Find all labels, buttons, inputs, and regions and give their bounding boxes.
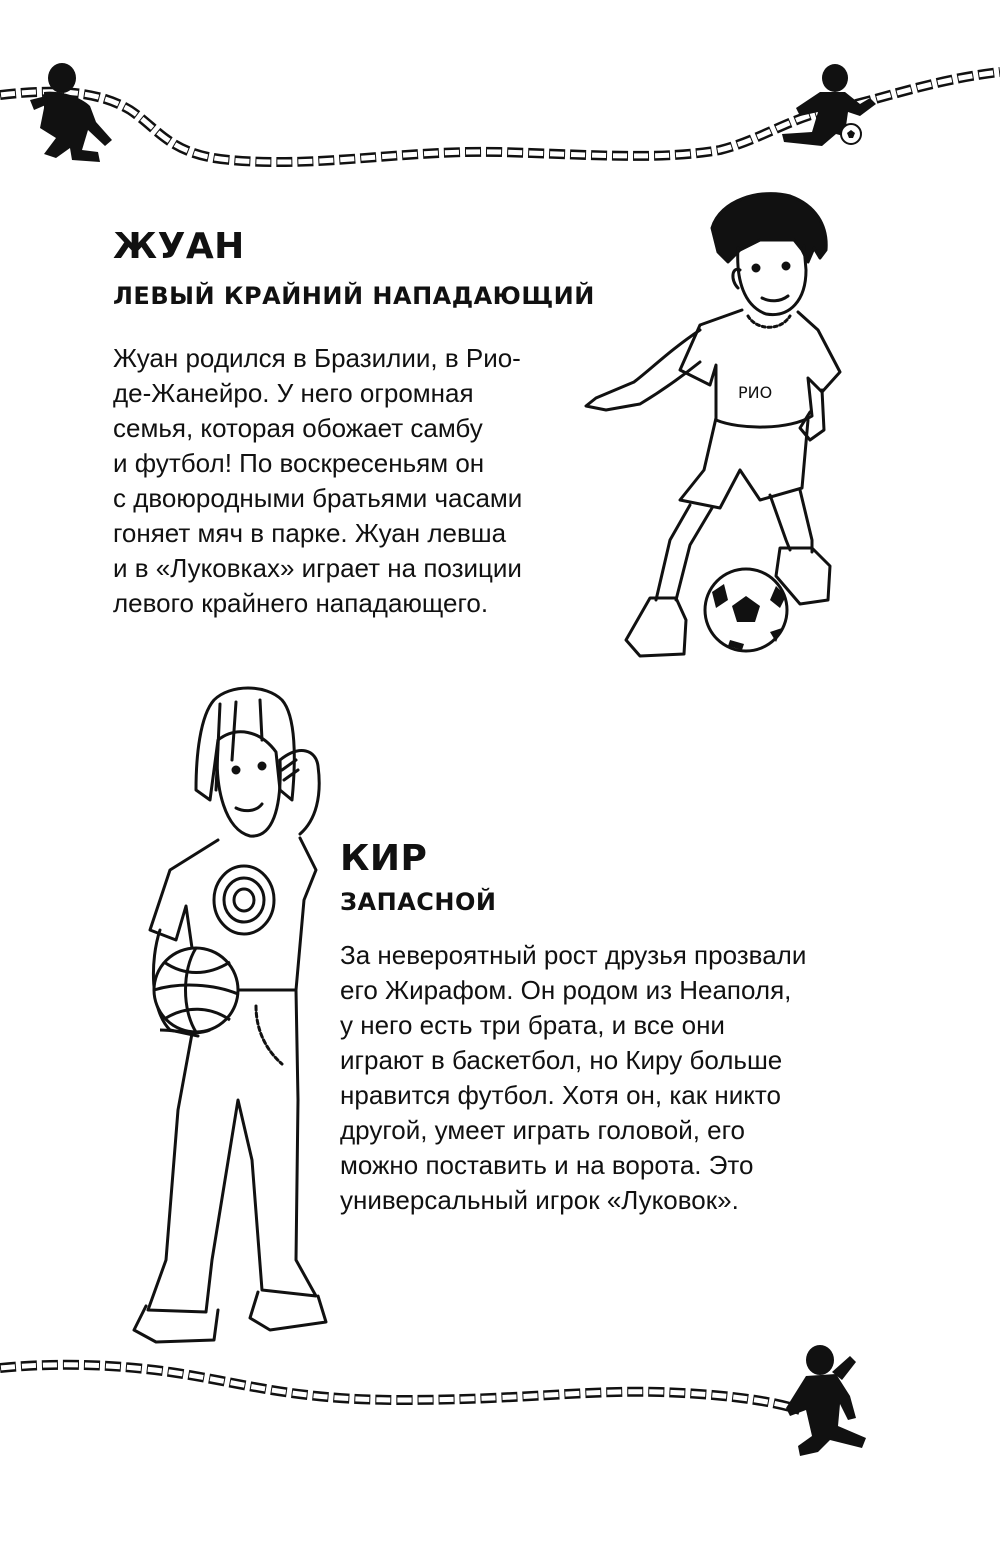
silhouette-runner-icon xyxy=(30,63,112,162)
shirt-text: РИО xyxy=(738,383,773,402)
description-line: За невероятный рост друзья прозвали xyxy=(340,940,807,970)
description-line: де-Жанейро. У него огромная xyxy=(113,378,474,408)
description-line: и футбол! По воскресеньям он xyxy=(113,448,485,478)
description-line: и в «Луковках» играет на позиции xyxy=(113,553,522,583)
basketball-icon xyxy=(154,948,238,1032)
description-line: семья, которая обожает самбу xyxy=(113,413,483,443)
description-line: гоняет мяч в парке. Жуан левша xyxy=(113,518,507,548)
player-name: ЖУАН xyxy=(113,226,245,267)
description-line: с двоюродными братьями часами xyxy=(113,483,523,513)
football-icon xyxy=(705,569,787,651)
silhouette-runner-icon xyxy=(786,1345,866,1456)
description-line: нравится футбол. Хотя он, как никто xyxy=(340,1080,781,1110)
player-position: ЗАПАСНОЙ xyxy=(340,888,497,916)
player-description xyxy=(113,341,522,621)
description-line: можно поставить и на ворота. Это xyxy=(340,1150,754,1180)
description-line: у него есть три брата, и все они xyxy=(340,1010,725,1040)
description-line: универсальный игрок «Луковок». xyxy=(340,1185,739,1215)
description-line: левого крайнего нападающего. xyxy=(113,588,489,618)
dashed-path-icon xyxy=(0,1365,800,1410)
player-name: КИР xyxy=(340,838,428,879)
player-description xyxy=(340,938,806,1218)
description-line: другой, умеет играть головой, его xyxy=(340,1115,745,1145)
football-icon xyxy=(841,124,861,144)
description-line: его Жирафом. Он родом из Неаполя, xyxy=(340,975,792,1005)
player-position: ЛЕВЫЙ КРАЙНИЙ НАПАДАЮЩИЙ xyxy=(113,282,595,310)
description-line: играют в баскетбол, но Киру больше xyxy=(340,1045,783,1075)
dashed-path-icon xyxy=(0,72,1000,162)
description-line: Жуан родился в Бразилии, в Рио- xyxy=(113,343,521,373)
